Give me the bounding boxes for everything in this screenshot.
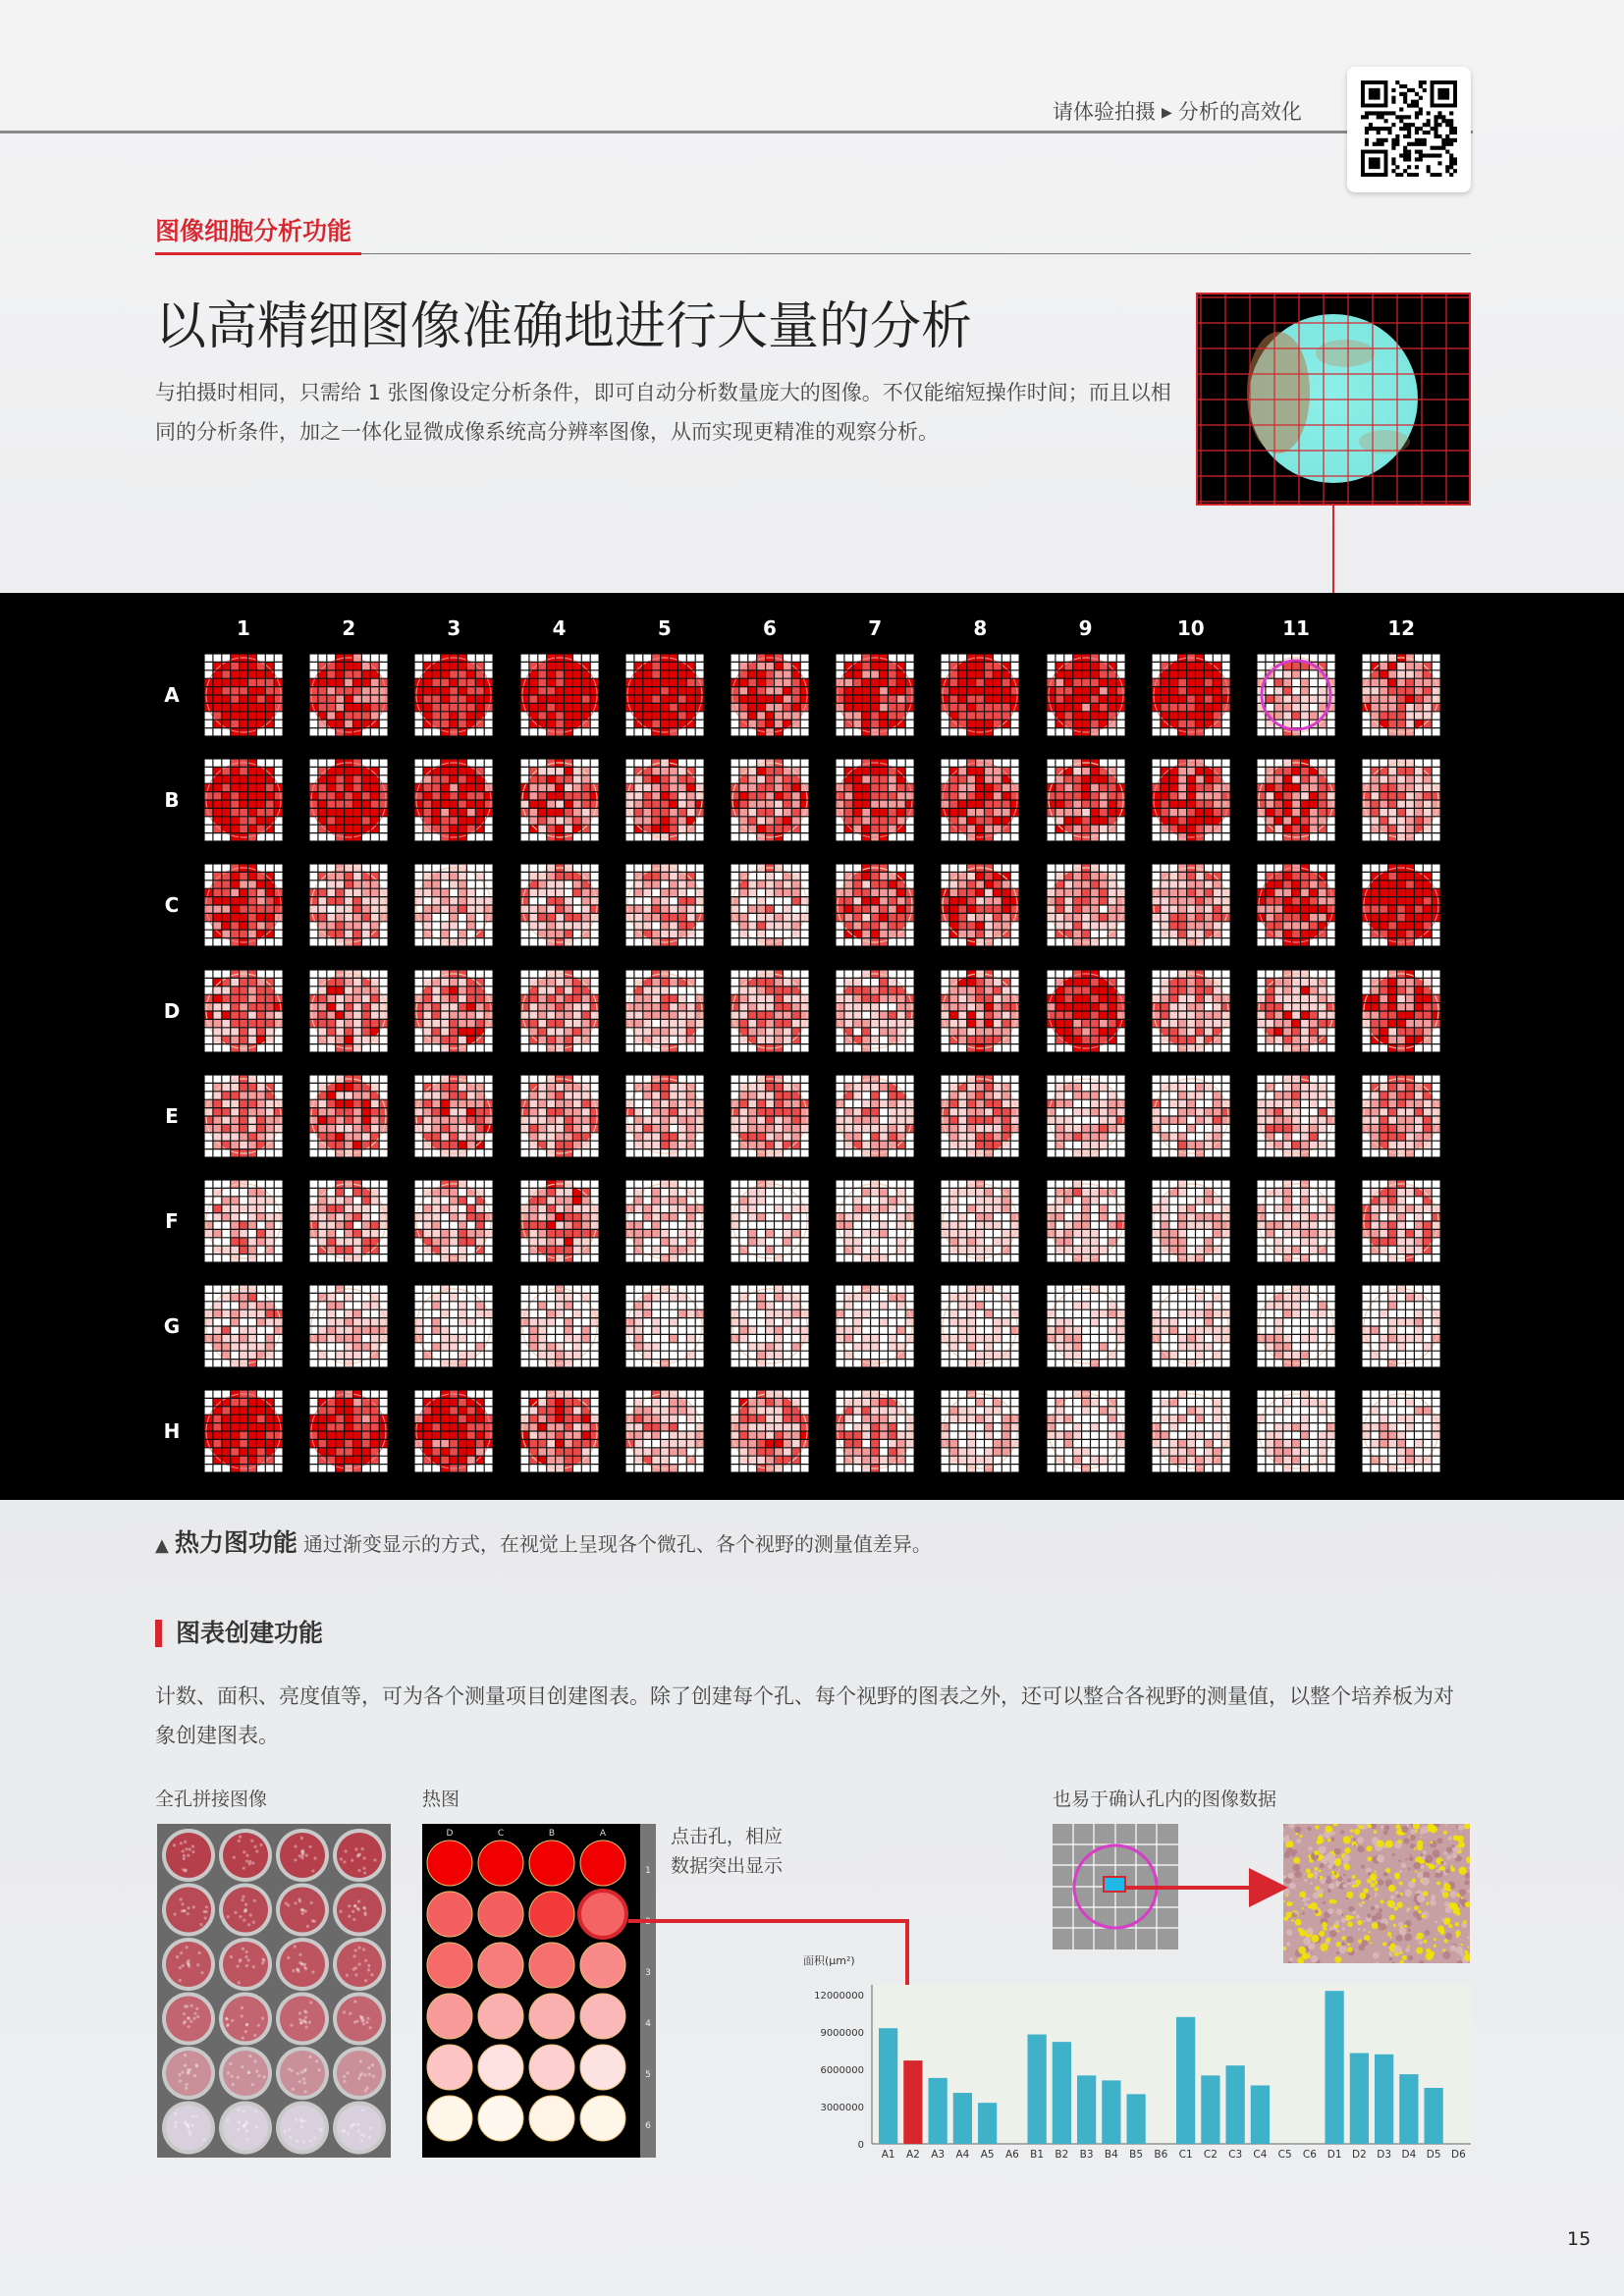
chart-y-label: 面积(μm²) xyxy=(803,1954,855,1967)
plate-well[interactable] xyxy=(941,970,1019,1052)
plate-well[interactable] xyxy=(1047,1075,1125,1157)
plate-well[interactable] xyxy=(414,1180,493,1262)
chart-x-tick: C4 xyxy=(1253,2149,1268,2161)
chart-x-tick: C2 xyxy=(1203,2149,1218,2161)
plate-well[interactable] xyxy=(941,1285,1019,1367)
plate-row-label: A xyxy=(164,683,180,707)
chart-bar xyxy=(1350,2054,1369,2144)
plate-well[interactable] xyxy=(414,864,493,946)
plate-well[interactable] xyxy=(625,864,704,946)
plate-well[interactable] xyxy=(204,759,283,841)
breadcrumb-item[interactable]: 请体验拍摄 xyxy=(1053,100,1156,124)
plate-well[interactable] xyxy=(414,1075,493,1157)
chart-bar xyxy=(1425,2088,1443,2144)
plate-well[interactable] xyxy=(625,970,704,1052)
chart-x-tick: B1 xyxy=(1030,2149,1045,2161)
plate-well[interactable] xyxy=(520,1285,599,1367)
plate-well[interactable] xyxy=(1152,864,1230,946)
plate-row-label: B xyxy=(164,788,180,813)
chart-x-tick: A4 xyxy=(955,2149,970,2161)
plate-well[interactable] xyxy=(625,1180,704,1262)
plate-well[interactable] xyxy=(1257,1075,1335,1157)
chart-x-tick: A5 xyxy=(980,2149,995,2161)
plate-well[interactable] xyxy=(836,864,914,946)
plate-well[interactable] xyxy=(520,864,599,946)
plate-well[interactable] xyxy=(625,759,704,841)
heat-note xyxy=(671,1822,783,1881)
plate-well[interactable] xyxy=(414,654,493,736)
plate-well[interactable] xyxy=(1047,654,1125,736)
heat-note-line: 数据突出显示 xyxy=(671,1855,784,1877)
triangle-up-icon: ▲ xyxy=(155,1535,169,1556)
page-title: 以高精细图像准确地进行大量的分析 xyxy=(155,297,973,356)
plate-row-label: D xyxy=(163,998,181,1023)
confirm-label: 也易于确认孔内的图像数据 xyxy=(1053,1789,1277,1810)
plate-well[interactable] xyxy=(309,1285,388,1367)
header-rule xyxy=(0,131,1473,133)
chart-x-tick: D5 xyxy=(1426,2149,1441,2161)
chart-x-tick: A2 xyxy=(905,2149,920,2161)
plate-well[interactable] xyxy=(731,654,809,736)
heatmap-caption xyxy=(155,1523,932,1559)
plate-well[interactable] xyxy=(731,970,809,1052)
plate-well[interactable] xyxy=(204,1285,283,1367)
plate-well[interactable] xyxy=(836,759,914,841)
chart-bar xyxy=(1053,2042,1071,2144)
chart-x-tick: D3 xyxy=(1377,2149,1392,2161)
plate-well[interactable] xyxy=(731,1285,809,1367)
plate-column-label: 11 xyxy=(1282,616,1310,640)
plate-well[interactable] xyxy=(1362,1075,1440,1157)
plate-well[interactable] xyxy=(204,1180,283,1262)
texture-image xyxy=(1283,1824,1470,1963)
chart-bar xyxy=(1102,2080,1120,2144)
plate-well[interactable] xyxy=(1152,1390,1230,1472)
plate-well[interactable] xyxy=(1257,1285,1335,1367)
chart-y-tick: 9000000 xyxy=(820,2028,864,2039)
plate-well[interactable] xyxy=(731,759,809,841)
plate-well[interactable] xyxy=(625,1390,704,1472)
chart-x-tick: B6 xyxy=(1154,2149,1168,2161)
chart-x-tick: C5 xyxy=(1277,2149,1292,2161)
plate-well[interactable] xyxy=(1257,654,1335,736)
plate-well[interactable] xyxy=(309,1180,388,1262)
chart-bar xyxy=(903,2060,922,2144)
plate-well[interactable] xyxy=(941,654,1019,736)
plate-well[interactable] xyxy=(941,864,1019,946)
plate-well[interactable] xyxy=(1152,654,1230,736)
well-detail-image xyxy=(1053,1824,1178,1949)
plate-column-label: 6 xyxy=(763,616,777,640)
plate-well[interactable] xyxy=(1152,1180,1230,1262)
plate-well[interactable] xyxy=(941,1390,1019,1472)
chart-bar xyxy=(978,2103,997,2144)
chart-x-tick: A6 xyxy=(1004,2149,1019,2161)
chart-x-tick: C1 xyxy=(1178,2149,1193,2161)
chart-x-tick: D1 xyxy=(1326,2149,1342,2161)
plate-well[interactable] xyxy=(414,970,493,1052)
chart-x-tick: A3 xyxy=(931,2149,946,2161)
breadcrumb xyxy=(1053,96,1302,126)
plate-well[interactable] xyxy=(309,864,388,946)
plate-well[interactable] xyxy=(731,1390,809,1472)
chart-x-tick: B5 xyxy=(1129,2149,1144,2161)
plate-well[interactable] xyxy=(520,759,599,841)
plate-row-label: H xyxy=(163,1419,181,1444)
plate-well[interactable] xyxy=(1257,759,1335,841)
plate-well[interactable] xyxy=(309,1390,388,1472)
plate-well[interactable] xyxy=(1362,1180,1440,1262)
plate-well[interactable] xyxy=(836,1180,914,1262)
plate-well[interactable] xyxy=(1047,1180,1125,1262)
chart-section-text: 计数、面积、亮度值等，可为各个测量项目创建图表。除了创建每个孔、每个视野的图表之外，还可以整合各视野的测量值，以整个培养板为对象创建图表。 xyxy=(155,1684,1454,1747)
plate-well[interactable] xyxy=(520,970,599,1052)
chart-bar xyxy=(1077,2075,1096,2144)
mosaic-label: 全孔拼接图像 xyxy=(155,1789,268,1810)
plate-well[interactable] xyxy=(520,1180,599,1262)
plate-column-label: 12 xyxy=(1387,616,1416,640)
plate-well[interactable] xyxy=(520,654,599,736)
plate-column-label: 4 xyxy=(552,616,567,640)
plate-well[interactable] xyxy=(1362,864,1440,946)
plate-well[interactable] xyxy=(836,1285,914,1367)
chart-x-tick: D4 xyxy=(1401,2149,1417,2161)
plate-well[interactable] xyxy=(1047,1390,1125,1472)
page-number: 15 xyxy=(1567,2228,1592,2250)
chart-x-tick: D2 xyxy=(1351,2149,1367,2161)
chart-bar xyxy=(1375,2055,1393,2144)
plate-well[interactable] xyxy=(520,1390,599,1472)
qr-code[interactable] xyxy=(1347,67,1471,192)
intro-paragraph: 与拍摄时相同，只需给 1 张图像设定分析条件，即可自动分析数量庞大的图像。不仅能缩短操作时间；而且以相同的分析条件，加之一体化显微成像系统高分辨率图像，从而实现更精准的观察分析。 xyxy=(155,381,1171,444)
plate-row-label: G xyxy=(163,1314,181,1339)
section-label: 图像细胞分析功能 xyxy=(155,217,352,245)
mosaic-image xyxy=(157,1824,391,2158)
breadcrumb-item-current[interactable]: 分析的高效化 xyxy=(1177,100,1302,124)
plate-well[interactable] xyxy=(1257,970,1335,1052)
chart-x-tick: B3 xyxy=(1079,2149,1094,2161)
plate-well[interactable] xyxy=(941,1075,1019,1157)
plate-well[interactable] xyxy=(1257,1390,1335,1472)
plate-column-label: 7 xyxy=(868,616,883,640)
plate-column-label: 3 xyxy=(447,616,461,640)
plate-well[interactable] xyxy=(1047,864,1125,946)
plate-well[interactable] xyxy=(1047,1285,1125,1367)
chart-bar xyxy=(1399,2074,1418,2144)
qr-code-icon xyxy=(1361,80,1457,177)
chart-bar xyxy=(1201,2075,1219,2144)
plate-column-label: 2 xyxy=(342,616,356,640)
plate-well[interactable] xyxy=(1362,759,1440,841)
chart-bar xyxy=(929,2078,947,2144)
chart-y-tick: 12000000 xyxy=(814,1991,864,2002)
heatmap-caption-text: 通过渐变显示的方式，在视觉上呈现各个微孔、各个视野的测量值差异。 xyxy=(302,1532,932,1556)
plate-row-label: C xyxy=(164,893,180,918)
plate-well[interactable] xyxy=(309,1075,388,1157)
triangle-right-icon: ▶ xyxy=(1162,105,1172,121)
plate-row-label: F xyxy=(165,1209,179,1233)
chart-bar xyxy=(1226,2065,1245,2144)
chart-x-tick: B4 xyxy=(1104,2149,1118,2161)
chart-section-title: 图表创建功能 xyxy=(155,1620,323,1647)
plate-row-label: E xyxy=(165,1103,179,1128)
plate-column-label: 5 xyxy=(657,616,672,640)
plate-well[interactable] xyxy=(1362,654,1440,736)
plate-well[interactable] xyxy=(1152,970,1230,1052)
plate-well[interactable] xyxy=(1362,1390,1440,1472)
plate-well[interactable] xyxy=(941,759,1019,841)
plate-well[interactable] xyxy=(309,759,388,841)
plate-well[interactable] xyxy=(204,1075,283,1157)
section-rule xyxy=(155,253,1471,254)
plate-well[interactable] xyxy=(414,1390,493,1472)
plate-well[interactable] xyxy=(836,654,914,736)
plate-well[interactable] xyxy=(520,1075,599,1157)
zoomed-well-image xyxy=(1196,293,1471,506)
plate-well[interactable] xyxy=(309,970,388,1052)
plate-well[interactable] xyxy=(309,654,388,736)
plate-well[interactable] xyxy=(204,1390,283,1472)
chart-x-tick: C3 xyxy=(1228,2149,1243,2161)
plate-well[interactable] xyxy=(625,1285,704,1367)
plate-well[interactable] xyxy=(731,1180,809,1262)
plate-well[interactable] xyxy=(1362,970,1440,1052)
plate-well[interactable] xyxy=(204,970,283,1052)
plate-well[interactable] xyxy=(836,1390,914,1472)
plate-well[interactable] xyxy=(625,654,704,736)
chart-bar xyxy=(879,2028,897,2144)
chart-y-tick: 3000000 xyxy=(820,2103,864,2113)
plate-column-label: 10 xyxy=(1176,616,1205,640)
chart-bar xyxy=(1326,1991,1344,2144)
heatmap-caption-title: 热力图功能 xyxy=(174,1528,298,1557)
plate-well[interactable] xyxy=(836,970,914,1052)
plate-well[interactable] xyxy=(731,1075,809,1157)
chart-x-tick: C6 xyxy=(1302,2149,1317,2161)
chart-bar xyxy=(1127,2094,1146,2144)
plate-well[interactable] xyxy=(1152,759,1230,841)
plate-well[interactable] xyxy=(1047,759,1125,841)
plate-well[interactable] xyxy=(414,1285,493,1367)
plate-column-label: 8 xyxy=(973,616,988,640)
plate-well[interactable] xyxy=(836,1075,914,1157)
heat-note-line: 点击孔，相应 xyxy=(671,1826,784,1847)
chart-y-tick: 0 xyxy=(857,2140,864,2151)
plate-well[interactable] xyxy=(1152,1285,1230,1367)
plate-well[interactable] xyxy=(731,864,809,946)
bar-chart xyxy=(795,1951,1473,2167)
chart-x-tick: D6 xyxy=(1450,2149,1466,2161)
plate-well[interactable] xyxy=(1257,864,1335,946)
plate-well[interactable] xyxy=(625,1075,704,1157)
chart-bar xyxy=(1251,2085,1270,2144)
plate-well[interactable] xyxy=(414,759,493,841)
chart-x-tick: A1 xyxy=(881,2149,895,2161)
plate-well[interactable] xyxy=(941,1180,1019,1262)
plate-well[interactable] xyxy=(204,864,283,946)
plate-well[interactable] xyxy=(204,654,283,736)
plate-column-label: 1 xyxy=(237,616,250,640)
chart-bar xyxy=(1176,2017,1195,2144)
plate-well[interactable] xyxy=(1047,970,1125,1052)
heatmap-panel[interactable] xyxy=(422,1824,656,2158)
chart-x-tick: B2 xyxy=(1055,2149,1069,2161)
chart-y-tick: 6000000 xyxy=(820,2065,864,2076)
plate-well[interactable] xyxy=(1362,1285,1440,1367)
chart-bar xyxy=(953,2093,972,2144)
plate-well[interactable] xyxy=(1152,1075,1230,1157)
chart-bar xyxy=(1028,2035,1047,2144)
plate-well[interactable] xyxy=(1257,1180,1335,1262)
heat-label: 热图 xyxy=(422,1789,460,1810)
plate-column-label: 9 xyxy=(1078,616,1093,640)
